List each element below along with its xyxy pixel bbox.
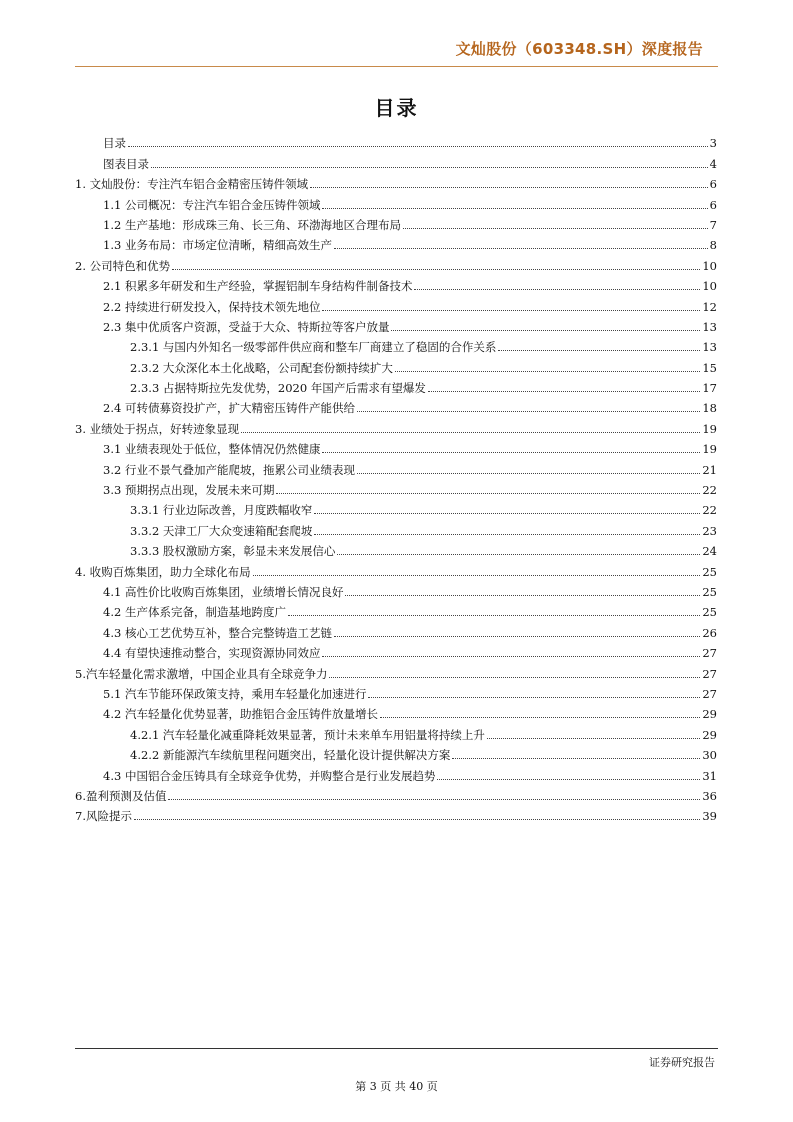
toc-entry[interactable] bbox=[75, 762, 717, 782]
toc-entry[interactable] bbox=[75, 212, 717, 232]
table-of-contents bbox=[75, 130, 717, 823]
toc-entry-page-number: 15 bbox=[702, 360, 717, 375]
toc-entry-page-number: 17 bbox=[702, 381, 717, 396]
toc-entry-page-number: 25 bbox=[702, 605, 717, 620]
toc-entry[interactable] bbox=[75, 783, 717, 803]
toc-entry[interactable] bbox=[75, 395, 717, 415]
toc-leader-dots bbox=[288, 614, 700, 616]
toc-entry-label: 5.1 汽车节能环保政策支持，乘用车轻量化加速进行 bbox=[103, 686, 367, 701]
toc-entry-page-number: 13 bbox=[702, 319, 717, 334]
toc-entry-label: 4.2 汽车轻量化优势显著，助推铝合金压铸件放量增长 bbox=[103, 707, 378, 722]
toc-entry[interactable] bbox=[75, 640, 717, 660]
toc-leader-dots bbox=[334, 635, 700, 637]
toc-entry-page-number: 31 bbox=[702, 768, 717, 783]
toc-entry-label: 4.3 核心工艺优势互补，整合完整铸造工艺链 bbox=[103, 625, 332, 640]
toc-leader-dots bbox=[334, 247, 708, 249]
toc-entry-label: 3.1 业绩表现处于低位，整体情况仍然健康 bbox=[103, 442, 321, 457]
toc-leader-dots bbox=[151, 166, 708, 168]
toc-entry[interactable] bbox=[75, 273, 717, 293]
toc-entry-label: 1.1 公司概况：专注汽车铝合金压铸件领域 bbox=[103, 197, 321, 212]
toc-entry-page-number: 12 bbox=[702, 299, 717, 314]
toc-entry-label: 3. 业绩处于拐点，好转迹象显现 bbox=[75, 421, 240, 436]
toc-leader-dots bbox=[276, 492, 700, 494]
toc-entry-label: 2.1 积累多年研发和生产经验，掌握铝制车身结构件制备技术 bbox=[103, 279, 413, 294]
toc-entry[interactable] bbox=[75, 354, 717, 374]
toc-entry[interactable] bbox=[75, 660, 717, 680]
toc-leader-dots bbox=[337, 553, 700, 555]
toc-entry-page-number: 30 bbox=[702, 748, 717, 763]
page-indicator: 第 3 页 共 40 页 bbox=[355, 1080, 438, 1093]
toc-entry-label: 6.盈利预测及估值 bbox=[75, 788, 167, 803]
page-title: 目录 bbox=[374, 96, 419, 120]
toc-entry[interactable] bbox=[75, 497, 717, 517]
toc-leader-dots bbox=[134, 818, 700, 820]
toc-entry-label: 4. 收购百炼集团，助力全球化布局 bbox=[75, 564, 251, 579]
toc-entry-label: 4.2.1 汽车轻量化减重降耗效果显著，预计未来单车用铝量将持续上升 bbox=[130, 727, 485, 742]
toc-leader-dots bbox=[428, 390, 701, 392]
toc-entry-page-number: 39 bbox=[702, 809, 717, 824]
toc-entry-label: 图表目录 bbox=[103, 156, 149, 171]
toc-entry[interactable] bbox=[75, 150, 717, 170]
toc-entry[interactable] bbox=[75, 579, 717, 599]
toc-entry[interactable] bbox=[75, 742, 717, 762]
toc-entry[interactable] bbox=[75, 130, 717, 150]
toc-entry-page-number: 8 bbox=[709, 238, 717, 253]
toc-entry-label: 2.3.2 大众深化本土化战略，公司配套份额持续扩大 bbox=[130, 360, 393, 375]
toc-entry-page-number: 36 bbox=[702, 788, 717, 803]
toc-entry-page-number: 18 bbox=[702, 401, 717, 416]
toc-entry[interactable] bbox=[75, 517, 717, 537]
toc-entry-label: 2.2 持续进行研发投入，保持技术领先地位 bbox=[103, 299, 321, 314]
toc-entry-page-number: 24 bbox=[702, 544, 717, 559]
toc-entry[interactable] bbox=[75, 619, 717, 639]
report-header-title: 文灿股份（603348.SH）深度报告 bbox=[455, 40, 703, 58]
toc-entry[interactable] bbox=[75, 415, 717, 435]
toc-entry-label: 4.2.2 新能源汽车续航里程问题突出，轻量化设计提供解决方案 bbox=[130, 748, 451, 763]
toc-entry-page-number: 22 bbox=[702, 483, 717, 498]
toc-leader-dots bbox=[368, 696, 700, 698]
toc-entry-label: 2.3 集中优质客户资源，受益于大众、特斯拉等客户放量 bbox=[103, 319, 390, 334]
toc-entry-page-number: 21 bbox=[702, 462, 717, 477]
toc-entry-page-number: 27 bbox=[702, 686, 717, 701]
toc-entry[interactable] bbox=[75, 558, 717, 578]
toc-entry[interactable] bbox=[75, 477, 717, 497]
toc-leader-dots bbox=[329, 676, 700, 678]
toc-entry-page-number: 19 bbox=[702, 442, 717, 457]
toc-entry-label: 2.4 可转债募资投扩产，扩大精密压铸件产能供给 bbox=[103, 401, 355, 416]
toc-leader-dots bbox=[403, 227, 708, 229]
toc-leader-dots bbox=[241, 431, 700, 433]
toc-leader-dots bbox=[380, 716, 700, 718]
toc-leader-dots bbox=[322, 309, 700, 311]
toc-entry-page-number: 7 bbox=[709, 217, 717, 232]
toc-entry[interactable] bbox=[75, 436, 717, 456]
toc-entry-label: 4.3 中国铝合金压铸具有全球竞争优势，并购整合是行业发展趋势 bbox=[103, 768, 436, 783]
toc-entry-page-number: 25 bbox=[702, 564, 717, 579]
toc-entry-label: 2. 公司特色和优势 bbox=[75, 258, 171, 273]
toc-entry-page-number: 25 bbox=[702, 584, 717, 599]
toc-entry[interactable] bbox=[75, 701, 717, 721]
toc-leader-dots bbox=[172, 268, 700, 270]
toc-leader-dots bbox=[314, 533, 700, 535]
toc-entry-label: 1. 文灿股份：专注汽车铝合金精密压铸件领域 bbox=[75, 177, 309, 192]
toc-entry[interactable] bbox=[75, 191, 717, 211]
toc-entry-label: 3.2 行业不景气叠加产能爬坡，拖累公司业绩表现 bbox=[103, 462, 355, 477]
toc-leader-dots bbox=[322, 655, 700, 657]
toc-entry[interactable] bbox=[75, 456, 717, 476]
toc-entry-page-number: 3 bbox=[709, 136, 717, 151]
toc-entry-page-number: 29 bbox=[702, 707, 717, 722]
toc-entry-label: 4.2 生产体系完备，制造基地跨度广 bbox=[103, 605, 286, 620]
toc-entry-page-number: 10 bbox=[702, 258, 717, 273]
report-type-label: 证券研究报告 bbox=[649, 1056, 715, 1069]
toc-entry-page-number: 19 bbox=[702, 421, 717, 436]
toc-entry-page-number: 23 bbox=[702, 523, 717, 538]
toc-entry-label: 1.3 业务布局：市场定位清晰，精细高效生产 bbox=[103, 238, 332, 253]
toc-entry[interactable] bbox=[75, 232, 717, 252]
toc-entry-label: 1.2 生产基地：形成珠三角、长三角、环渤海地区合理布局 bbox=[103, 217, 401, 232]
toc-entry-page-number: 13 bbox=[702, 340, 717, 355]
toc-entry[interactable] bbox=[75, 538, 717, 558]
toc-leader-dots bbox=[314, 512, 700, 514]
toc-entry-label: 4.4 有望快速推动整合，实现资源协同效应 bbox=[103, 646, 321, 661]
toc-leader-dots bbox=[437, 778, 700, 780]
toc-entry-label: 目录 bbox=[103, 136, 126, 151]
toc-leader-dots bbox=[253, 574, 701, 576]
toc-entry-label: 3.3 预期拐点出现，发展未来可期 bbox=[103, 483, 275, 498]
toc-entry-page-number: 6 bbox=[709, 197, 717, 212]
toc-entry-label: 3.3.2 天津工厂大众变速箱配套爬坡 bbox=[130, 523, 313, 538]
toc-entry-label: 3.3.1 行业边际改善，月度跌幅收窄 bbox=[130, 503, 313, 518]
toc-leader-dots bbox=[357, 410, 700, 412]
toc-entry-page-number: 6 bbox=[709, 177, 717, 192]
toc-entry[interactable] bbox=[75, 171, 717, 191]
toc-leader-dots bbox=[345, 594, 700, 596]
toc-leader-dots bbox=[452, 757, 700, 759]
toc-entry-label: 5.汽车轻量化需求激增，中国企业具有全球竞争力 bbox=[75, 666, 328, 681]
footer-divider bbox=[75, 1048, 718, 1049]
toc-leader-dots bbox=[414, 288, 700, 290]
toc-entry[interactable] bbox=[75, 681, 717, 701]
toc-leader-dots bbox=[128, 145, 708, 147]
toc-leader-dots bbox=[357, 472, 700, 474]
toc-leader-dots bbox=[310, 186, 708, 188]
toc-entry-page-number: 29 bbox=[702, 727, 717, 742]
toc-entry-label: 2.3.1 与国内外知名一级零部件供应商和整车厂商建立了稳固的合作关系 bbox=[130, 340, 497, 355]
toc-entry[interactable] bbox=[75, 803, 717, 823]
toc-entry-page-number: 27 bbox=[702, 666, 717, 681]
toc-entry-page-number: 4 bbox=[709, 156, 717, 171]
toc-entry-label: 7.风险提示 bbox=[75, 809, 132, 824]
toc-entry[interactable] bbox=[75, 721, 717, 741]
toc-leader-dots bbox=[498, 349, 700, 351]
toc-entry-label: 3.3.3 股权激励方案，彰显未来发展信心 bbox=[130, 544, 336, 559]
toc-entry-label: 4.1 高性价比收购百炼集团，业绩增长情况良好 bbox=[103, 584, 344, 599]
toc-entry[interactable] bbox=[75, 599, 717, 619]
toc-entry[interactable] bbox=[75, 314, 717, 334]
toc-entry[interactable] bbox=[75, 334, 717, 354]
toc-entry[interactable] bbox=[75, 252, 717, 272]
toc-leader-dots bbox=[322, 451, 700, 453]
toc-entry-page-number: 26 bbox=[702, 625, 717, 640]
toc-entry-page-number: 22 bbox=[702, 503, 717, 518]
toc-leader-dots bbox=[322, 207, 707, 209]
header-divider bbox=[75, 66, 718, 67]
toc-leader-dots bbox=[487, 737, 700, 739]
toc-leader-dots bbox=[395, 370, 700, 372]
toc-leader-dots bbox=[168, 798, 700, 800]
toc-entry-page-number: 27 bbox=[702, 646, 717, 661]
toc-entry-page-number: 10 bbox=[702, 279, 717, 294]
toc-leader-dots bbox=[391, 329, 700, 331]
toc-entry-label: 2.3.3 占据特斯拉先发优势，2020 年国产后需求有望爆发 bbox=[130, 381, 426, 396]
toc-entry[interactable] bbox=[75, 375, 717, 395]
toc-entry[interactable] bbox=[75, 293, 717, 313]
